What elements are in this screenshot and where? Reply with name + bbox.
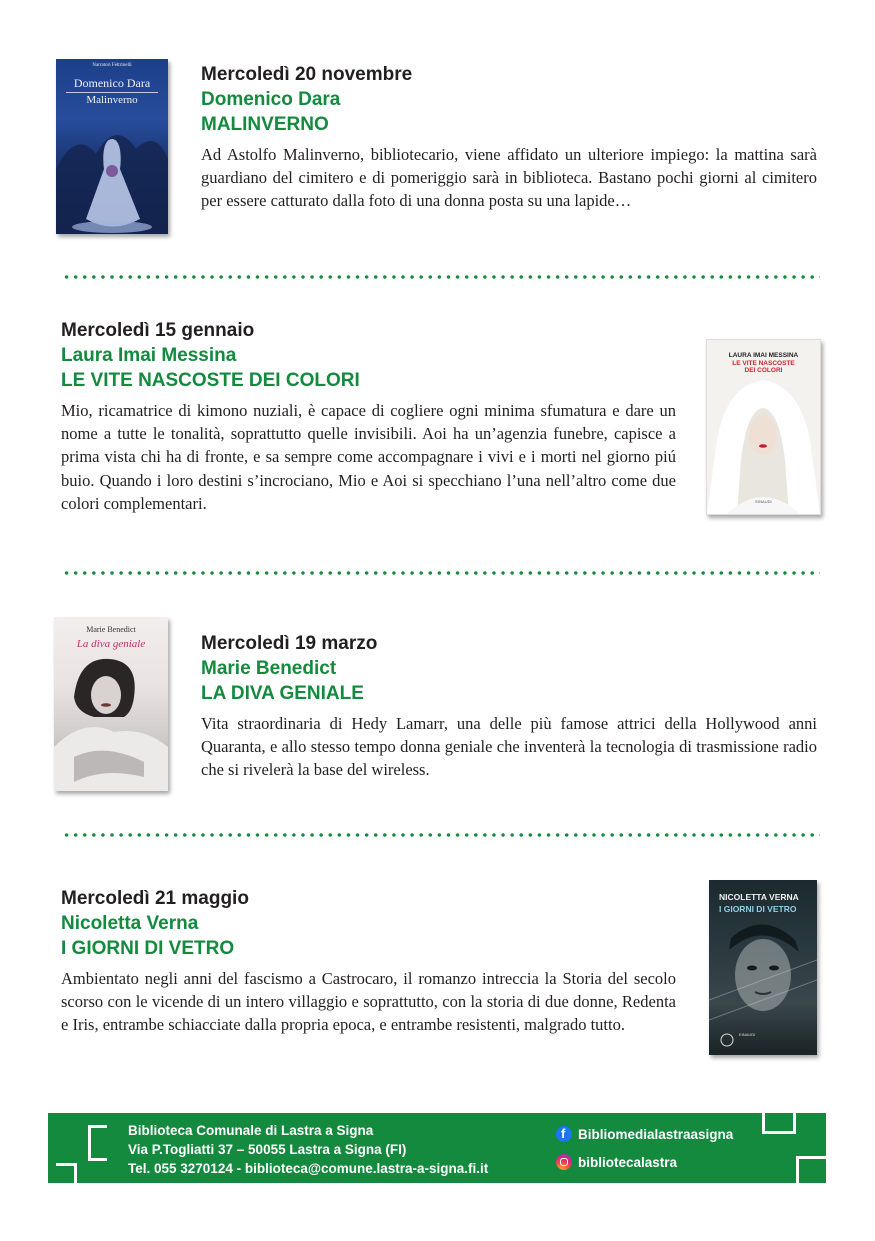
library-address: Via P.Togliatti 37 – 50055 Lastra a Signa (FI) [128, 1142, 407, 1157]
book-author: Nicoletta Verna [61, 913, 199, 934]
facebook-link[interactable] [556, 1126, 733, 1142]
corner-decoration-top-right [762, 1113, 796, 1134]
instagram-link[interactable] [556, 1154, 677, 1170]
event-date: Mercoledì 19 marzo [201, 633, 378, 654]
cover-title: I GIORNI DI VETRO [719, 904, 797, 914]
book-cover-i-giorni-di-vetro [709, 880, 817, 1055]
corner-decoration-bottom-right [796, 1156, 829, 1183]
event-entry-2 [61, 318, 676, 515]
dotted-separator [62, 275, 820, 279]
cover-illustration [54, 617, 168, 791]
event-entry-1 [201, 62, 817, 213]
cover-title: La diva geniale [76, 638, 146, 650]
cover-illustration [707, 340, 820, 514]
instagram-handle: bibliotecalastra [578, 1154, 678, 1170]
book-title: MALINVERNO [201, 114, 329, 135]
dotted-separator [62, 833, 820, 837]
book-author: Domenico Dara [201, 89, 341, 110]
facebook-icon: f [556, 1126, 572, 1142]
library-name: Biblioteca Comunale di Lastra a Signa [128, 1123, 374, 1138]
library-contacts[interactable]: Tel. 055 3270124 - biblioteca@comune.lastra-a-signa.fi.it [128, 1161, 489, 1176]
book-description: Vita straordinaria di Hedy Lamarr, una delle più famose attrici della Hollywood anni Quaranta, e allo stesso tempo donna geniale che inventerà la tecnologia di trasmissione radio che si rivelerà la base del wireless. [201, 714, 817, 780]
cover-title: Malinverno [86, 94, 138, 106]
cover-author: Domenico Dara [73, 76, 151, 90]
footer [48, 1113, 826, 1183]
cover-publisher: Narratori Feltrinelli [92, 63, 132, 68]
event-entry-4 [61, 886, 676, 1037]
cover-author: NICOLETTA VERNA [719, 892, 799, 902]
cover-illustration [709, 880, 817, 1055]
instagram-icon [556, 1154, 572, 1170]
cover-author: Marie Benedict [86, 625, 136, 634]
book-cover-la-diva-geniale [54, 617, 168, 791]
corner-decoration-bottom-left [56, 1163, 77, 1186]
cover-publisher: EINAUDI [755, 499, 772, 504]
cover-publisher: EINAUDI [739, 1032, 756, 1037]
book-title: LA DIVA GENIALE [201, 683, 364, 704]
event-date: Mercoledì 15 gennaio [61, 320, 255, 341]
bracket-decoration-left [88, 1125, 107, 1161]
event-entry-3 [201, 631, 817, 782]
dotted-separator [62, 571, 820, 575]
book-description: Ambientato negli anni del fascismo a Castrocaro, il romanzo intreccia la Storia del secolo scorso con le vicende di un intero villaggio e soprattutto, con la storia di due donne, Redenta e Iris, entrambe schiacciate dalla propria epoca, e entrambe resistenti, malgrado tutto. [61, 969, 676, 1035]
cover-author: LAURA IMAI MESSINA [728, 352, 799, 359]
book-description: Mio, ricamatrice di kimono nuziali, è capace di cogliere ogni minima sfumatura e dare un nome a tutte le tonalità, soprattutto quelle invisibili. Aoi ha un’agenzia funebre, capisce a prima vista chi ha di fronte, e sa sempre come accompagnare i vivi e i morti nel giorno piú buio. Quando i loro destini s’incrociano, Mio e Aoi si specchiano l’una nell’altro come due colori complementari. [61, 401, 676, 513]
book-description: Ad Astolfo Malinverno, bibliotecario, viene affidato un ulteriore impiego: la mattina sarà guardiano del cimitero e di pomeriggio sarà in biblioteca. Bastano pochi giorni al cimitero per essere catturato dalla foto di una donna posta su una lapide… [201, 145, 817, 211]
event-date: Mercoledì 21 maggio [61, 888, 249, 909]
book-cover-malinverno [56, 59, 168, 234]
event-date: Mercoledì 20 novembre [201, 64, 413, 85]
book-title: I GIORNI DI VETRO [61, 938, 235, 959]
facebook-handle: Bibliomedialastraasigna [578, 1126, 734, 1142]
book-title: LE VITE NASCOSTE DEI COLORI [61, 370, 360, 391]
cover-illustration [56, 59, 168, 234]
book-author: Laura Imai Messina [61, 345, 237, 366]
cover-title: LE VITE NASCOSTE DEI COLORI [732, 360, 795, 374]
book-cover-le-vite-nascoste [706, 339, 821, 515]
footer-address [128, 1121, 488, 1178]
book-author: Marie Benedict [201, 658, 337, 679]
